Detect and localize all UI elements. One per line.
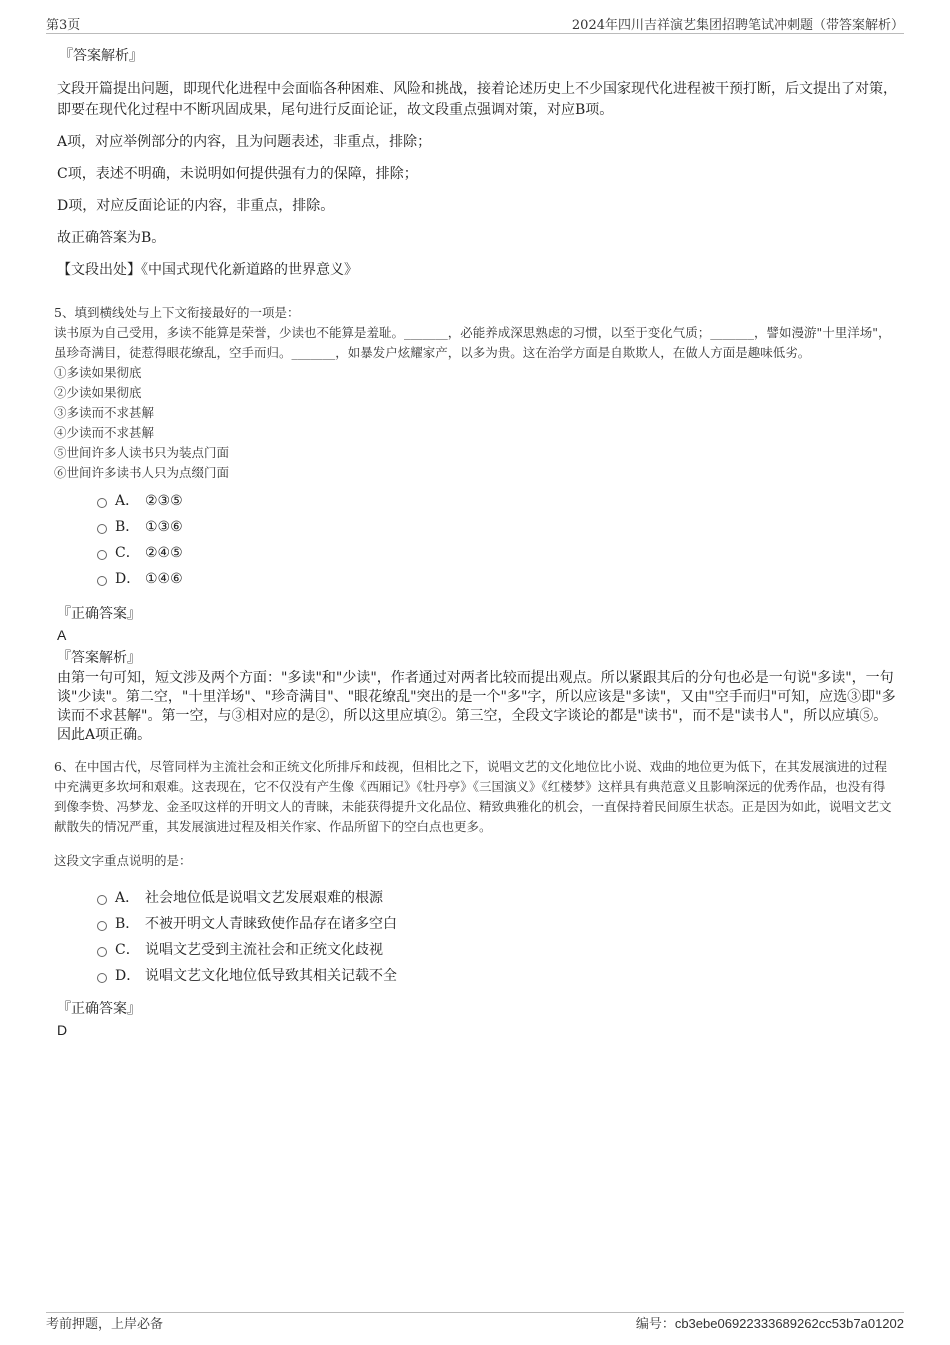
q5-analysis: 由第一句可知，短文涉及两个方面："多读"和"少读"，作者通过对两者比较而提出观点。所以紧跟其后的分句也必是一句说"多读"，一句谈"少读"。第二空，"十里洋场"、"珍奇满目"、"眼花缭乱"突出的是一个"多"字，所以应该是"多读"，又由"空手而归"可知，应选③即"多读而不求甚解"。第一空，与③相对应的是②，所以这里应填②。第三空，全段文字谈论的都是"读书"，而不是"读书人"，所以应填⑤。因此A项正确。 — [57, 670, 896, 743]
q6-option-a[interactable]: A． 社会地位低是说唱文艺发展艰难的根源 — [97, 885, 897, 911]
q5-item-list — [54, 363, 897, 483]
radio-button[interactable] — [97, 921, 107, 931]
q6-option-d[interactable]: D． 说唱文艺文化地位低导致其相关记载不全 — [97, 963, 897, 989]
q4-analysis-paragraph: 文段开篇提出问题，即现代化进程中会面临各种困难、风险和挑战，接着论述历史上不少国家现代化进程被干预打断，后文提出了对策，即要在现代化过程中不断巩固成果，尾句进行反面论证，故文段重点强调对策，对应B项。 — [57, 81, 897, 118]
radio-button[interactable] — [97, 973, 107, 983]
page-number: 第3页 — [46, 18, 81, 33]
q4-analysis-option-c: C项，表述不明确，未说明如何提供强有力的保障，排除； — [57, 166, 418, 182]
radio-button[interactable] — [97, 498, 107, 508]
q6-option-b[interactable]: B． 不被开明文人青睐致使作品存在诸多空白 — [97, 911, 897, 937]
q5-option-c[interactable]: C． ②④⑤ — [97, 540, 897, 566]
q6-question: 这段文字重点说明的是： — [54, 853, 192, 868]
document-code-label: 编号： — [635, 1317, 675, 1332]
q5-options — [97, 488, 897, 592]
document-title: 2024年四川吉祥演艺集团招聘笔试冲刺题（带答案解析） — [571, 18, 904, 33]
q6-option-c[interactable]: C． 说唱文艺受到主流社会和正统文化歧视 — [97, 937, 897, 963]
page-footer — [46, 1313, 904, 1331]
radio-button[interactable] — [97, 576, 107, 586]
q4-analysis-option-d: D项，对应反面论证的内容，非重点，排除。 — [57, 198, 335, 214]
q5-passage: 读书原为自己受用，多读不能算是荣誉，少读也不能算是羞耻。_______，必能养成深思熟虑的习惯，以至于变化气质；_______，譬如漫游"十里洋场"，虽珍奇满目，徒惹得眼花缭乱，空手而归。_______，如暴发户炫耀家产，以多为贵。这在治学方面是自欺欺人，在做人方面是趣味低劣。 — [54, 325, 891, 360]
document-code — [636, 1313, 904, 1332]
q4-analysis-title: 『答案解析』 — [59, 48, 143, 64]
page-header — [46, 14, 904, 34]
q6-stem: 6、在中国古代，尽管同样为主流社会和正统文化所排斥和歧视，但相比之下，说唱文艺的文化地位比小说、戏曲的地位更为低下，在其发展演进的过程中充满更多坎坷和艰难。这表现在，它不仅没有产生像《西厢记》《牡丹亭》《三国演义》《红楼梦》这样具有典范意义且影响深远的优秀作品，也没有得到像李贽、冯梦龙、金圣叹这样的开明文人的青睐，未能获得提升文化品位、精致典雅化的机会，一直保持着民间原生状态。正是因为如此，说唱文艺文献散失的情况严重，其发展演进过程及相关作家、作品所留下的空白点也更多。 — [54, 759, 892, 834]
q6-answer: D — [57, 1022, 68, 1038]
q5-item: ②少读如果彻底 — [54, 385, 142, 400]
q5-option-b[interactable]: B． ①③⑥ — [97, 514, 897, 540]
q5-item: ⑥世间许多读书人只为点缀门面 — [54, 465, 230, 480]
q4-conclusion: 故正确答案为B。 — [57, 230, 166, 246]
q5-analysis-title: 『答案解析』 — [57, 650, 141, 666]
page-content — [54, 46, 897, 1041]
header-divider — [46, 33, 904, 34]
footer-slogan: 考前押题，上岸必备 — [46, 1317, 164, 1332]
q5-answer-title: 『正确答案』 — [57, 606, 141, 622]
radio-button[interactable] — [97, 947, 107, 957]
q6-options — [97, 885, 897, 989]
q5-item: ④少读而不求甚解 — [54, 425, 155, 440]
q5-option-a[interactable]: A． ②③⑤ — [97, 488, 897, 514]
q4-source: 【文段出处】《中国式现代化新道路的世界意义》 — [57, 262, 358, 278]
radio-button[interactable] — [97, 524, 107, 534]
radio-button[interactable] — [97, 895, 107, 905]
q6-answer-title: 『正确答案』 — [57, 1001, 141, 1017]
q5-answer: A — [57, 627, 67, 643]
q5-item: ③多读而不求甚解 — [54, 405, 155, 420]
radio-button[interactable] — [97, 550, 107, 560]
q5-option-d[interactable]: D． ①④⑥ — [97, 566, 897, 592]
q5-item: ⑤世间许多人读书只为装点门面 — [54, 445, 230, 460]
document-code-value: cb3ebe06922333689262cc53b7a01202 — [674, 1316, 904, 1331]
q5-item: ①多读如果彻底 — [54, 365, 142, 380]
q4-analysis-option-a: A项，对应举例部分的内容，且为问题表述，非重点，排除； — [57, 134, 432, 150]
q5-stem: 5、填到横线处与上下文衔接最好的一项是： — [54, 305, 300, 320]
